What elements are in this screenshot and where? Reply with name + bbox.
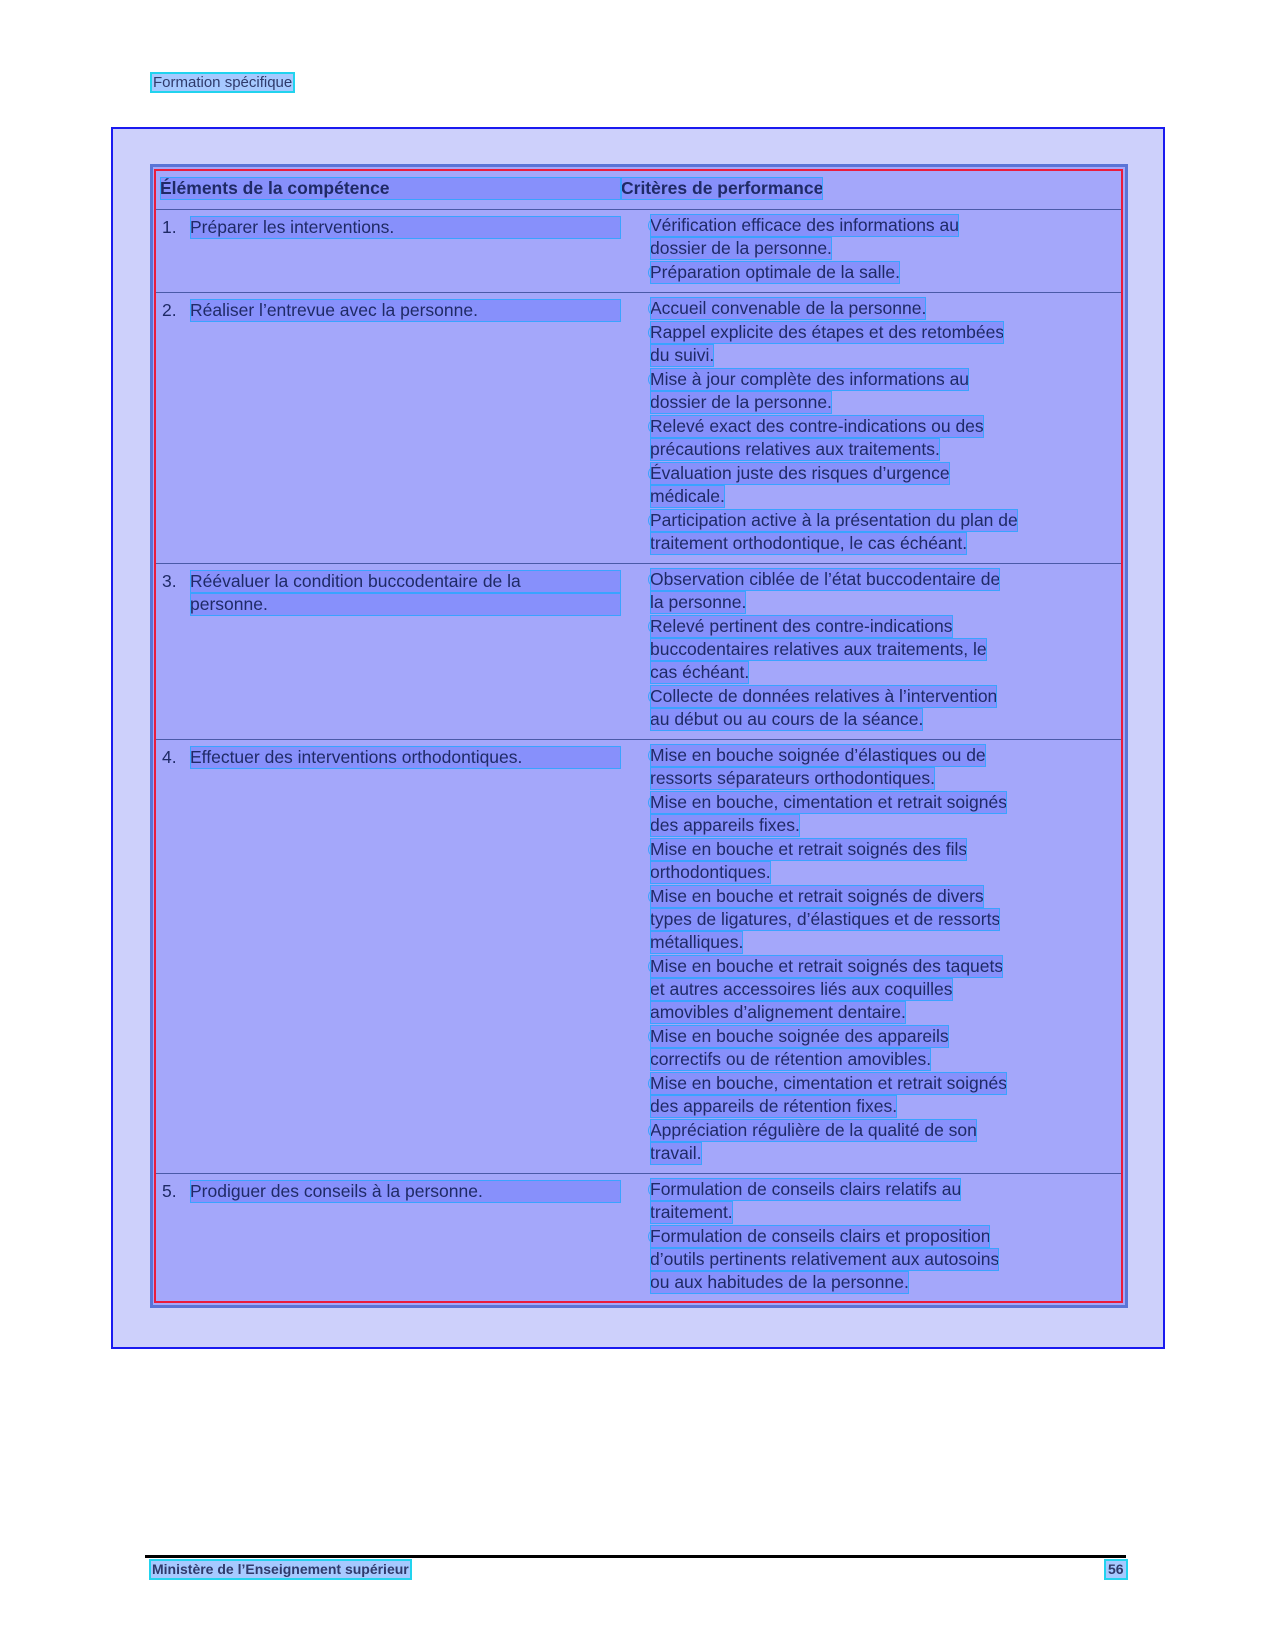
criterion-text: Formulation de conseils clairs relatifs au [650, 1179, 962, 1199]
criterion-text: cas échéant. [650, 662, 750, 682]
criterion-text: Mise en bouche, cimentation et retrait soignés [650, 1073, 1007, 1093]
criterion-text: Formulation de conseils clairs et proposition [650, 1226, 991, 1246]
criterion-text: correctifs ou de rétention amovibles. [650, 1049, 932, 1069]
element-number: 2. [162, 300, 177, 320]
criterion-text: du suivi. [650, 345, 715, 365]
element-number: 4. [162, 747, 177, 767]
criterion-text: orthodontiques. [650, 862, 771, 882]
criterion-text: des appareils de rétention fixes. [650, 1096, 898, 1116]
criterion-text: types de ligatures, d’élastiques et de ressorts [650, 909, 1001, 929]
criterion-text: Appréciation régulière de la qualité de son [650, 1120, 977, 1140]
criterion-text: Mise en bouche soignée d’élastiques ou de [650, 745, 986, 765]
table-row [156, 292, 1121, 563]
table-row [156, 563, 1121, 739]
criterion-text: Mise en bouche, cimentation et retrait soignés [650, 792, 1007, 812]
criterion-text: Mise en bouche et retrait soignés des taquets [650, 956, 1004, 976]
page-number: 56 [1108, 1561, 1124, 1577]
criterion-text: Collecte de données relatives à l’intervention [650, 686, 998, 706]
criterion-text: ou aux habitudes de la personne. [650, 1272, 909, 1292]
criterion-text: Mise en bouche et retrait soignés des fils [650, 839, 968, 859]
criterion-text: Vérification efficace des informations au [650, 215, 960, 235]
competence-table [154, 169, 1123, 1303]
criterion-text: Mise à jour complète des informations au [650, 369, 970, 389]
criterion-text: ressorts séparateurs orthodontiques. [650, 768, 936, 788]
criterion-text: la personne. [650, 592, 747, 612]
table-row [156, 209, 1121, 292]
criterion-text: médicale. [650, 486, 725, 506]
table-row [156, 1173, 1121, 1302]
element-text: Effectuer des interventions orthodontiques. [190, 746, 621, 769]
criterion-text: Préparation optimale de la salle. [650, 262, 901, 282]
col1-header: Éléments de la compétence [160, 177, 621, 200]
criterion-text: buccodentaires relatives aux traitements, le [650, 639, 987, 659]
element-text: personne. [190, 593, 621, 616]
criterion-text: dossier de la personne. [650, 392, 832, 412]
element-text: Réévaluer la condition buccodentaire de la [190, 570, 621, 593]
criterion-text: Évaluation juste des risques d’urgence [650, 463, 950, 483]
criterion-text: des appareils fixes. [650, 815, 800, 835]
element-text: Préparer les interventions. [190, 216, 621, 239]
criterion-text: amovibles d’alignement dentaire. [650, 1002, 906, 1022]
criterion-text: traitement orthodontique, le cas échéant. [650, 533, 968, 553]
criterion-text: travail. [650, 1143, 702, 1163]
criterion-text: et autres accessoires liés aux coquilles [650, 979, 953, 999]
element-number: 3. [162, 571, 177, 591]
criterion-text: Mise en bouche et retrait soignés de divers [650, 886, 984, 906]
element-number: 1. [162, 217, 177, 237]
criterion-text: dossier de la personne. [650, 238, 832, 258]
element-text: Prodiguer des conseils à la personne. [190, 1180, 621, 1203]
element-text: Réaliser l’entrevue avec la personne. [190, 299, 621, 322]
criterion-text: précautions relatives aux traitements. [650, 439, 940, 459]
criterion-text: traitement. [650, 1202, 733, 1222]
table-header-row [156, 171, 1121, 209]
criterion-text: au début ou au cours de la séance. [650, 709, 924, 729]
criterion-text: métalliques. [650, 932, 744, 952]
footer-rule [145, 1555, 1126, 1558]
col2-header: Critères de performance [621, 178, 824, 198]
criterion-text: Participation active à la présentation du plan de [650, 510, 1018, 530]
criterion-text: Mise en bouche soignée des appareils [650, 1026, 949, 1046]
footer-ministry: Ministère de l’Enseignement supérieur [152, 1561, 409, 1577]
criterion-text: Observation ciblée de l’état buccodentaire de [650, 569, 1001, 589]
table-row [156, 739, 1121, 1173]
criterion-text: d’outils pertinents relativement aux autosoins [650, 1249, 1000, 1269]
criterion-text: Accueil convenable de la personne. [650, 298, 927, 318]
criterion-text: Rappel explicite des étapes et des retombées [650, 322, 1005, 342]
element-number: 5. [162, 1181, 177, 1201]
criterion-text: Relevé pertinent des contre-indications [650, 616, 953, 636]
running-header: Formation spécifique [153, 74, 293, 91]
criterion-text: Relevé exact des contre-indications ou des [650, 416, 984, 436]
